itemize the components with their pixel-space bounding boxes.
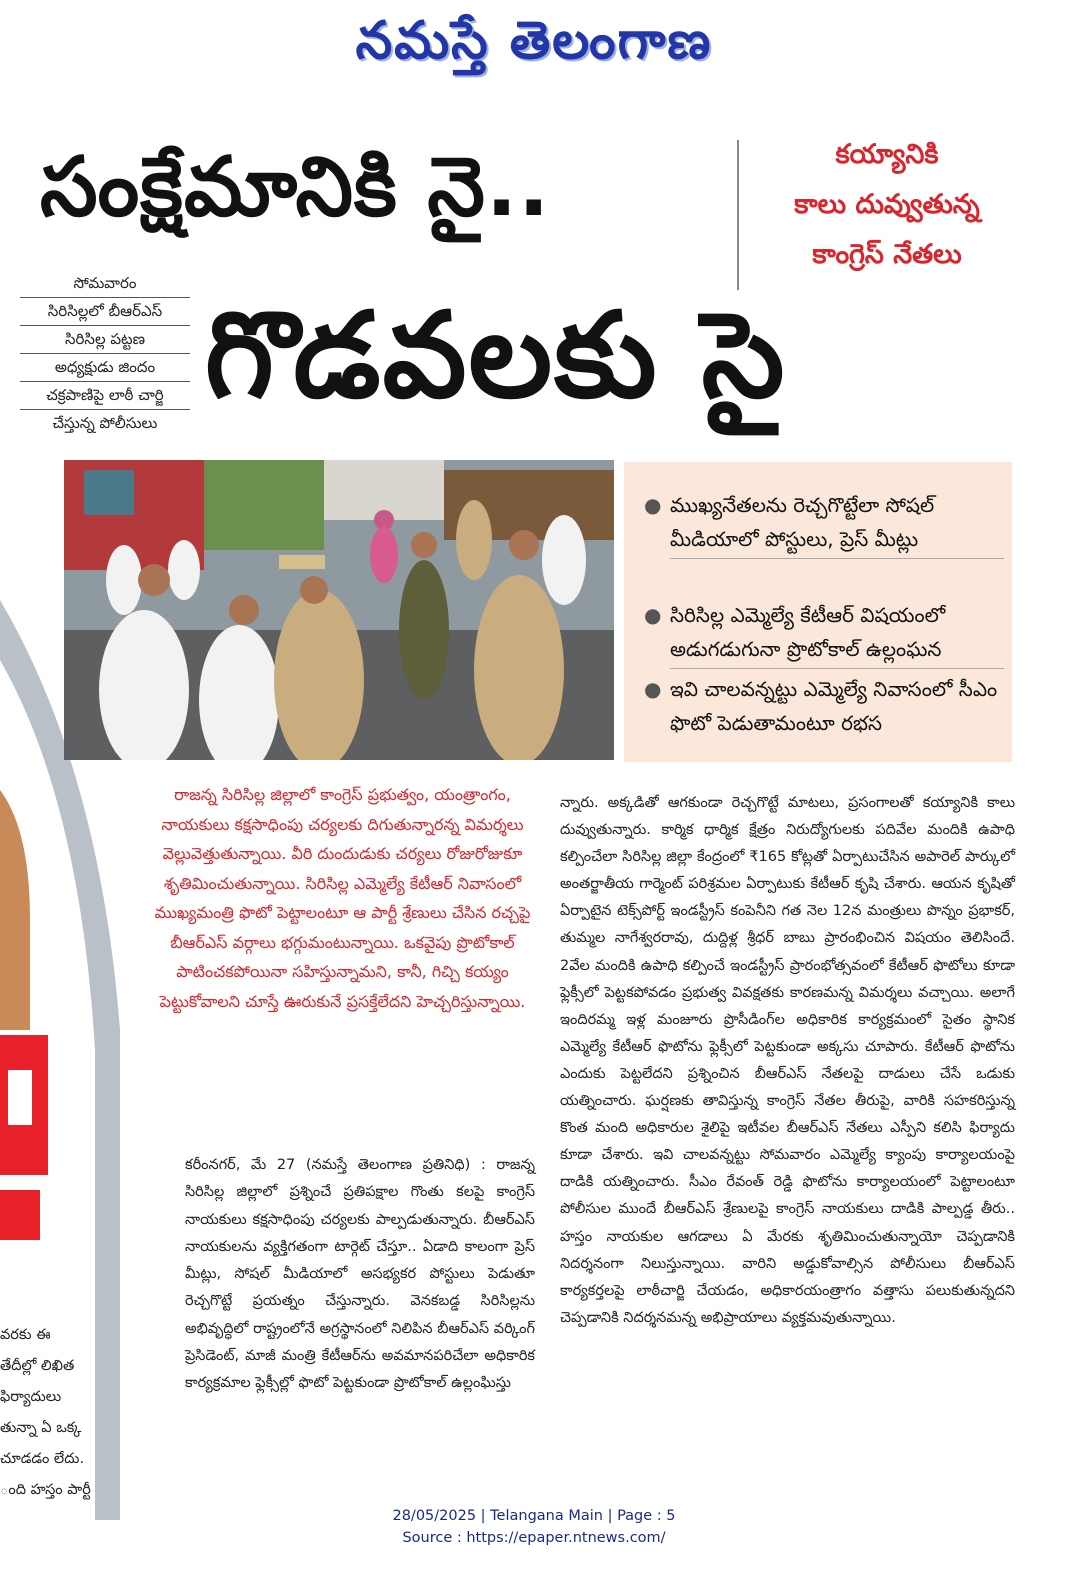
rail-line: వరకు ఈ <box>0 1327 51 1343</box>
rail-line: తున్నా ఏ ఒక్క <box>0 1420 82 1436</box>
headline-divider <box>737 140 739 290</box>
caption-line: సిరిసిల్ల పట్టణ <box>20 326 190 354</box>
page-footer <box>0 1505 1068 1549</box>
highlights-box <box>624 462 1012 762</box>
photo-caption <box>20 270 190 437</box>
side-headline-line: కాలు దువ్వుతున్న <box>794 189 980 220</box>
caption-line: సిరిసిల్లలో బీఆర్ఎస్ <box>20 298 190 326</box>
rail-line: తేదీల్లో లిఖిత <box>0 1358 75 1374</box>
caption-line: సోమవారం <box>20 270 190 298</box>
rail-line: ఫిర్యాదులు <box>0 1389 62 1405</box>
highlight-text: ఇవి చాలవన్నట్టు ఎమ్మెల్యే నివాసంలో సీఎం ఫొటో పెడుతామంటూ రభస <box>670 677 998 735</box>
rail-line: ంది హస్తం పార్టీ <box>0 1482 91 1498</box>
side-headline-line: కాంగ్రెస్ నేతలు <box>812 239 962 270</box>
intro-paragraph: రాజన్న సిరిసిల్ల జిల్లాలో కాంగ్రెస్ ప్రభుత్వం, యంత్రాంగం, నాయకులు కక్షసాధింపు చర్యలకు దిగుతున్నారన్న విమర్శలు వెల్లువెత్తుతున్నాయి. వీరి దుందుడుకు చర్యలు రోజురోజుకూ శృతిమించుతున్నాయి. సిరిసిల్ల ఎమ్మెల్యే కేటీఆర్ నివాసంలో ముఖ్యమంత్రి ఫొటో పెట్టాలంటూ ఆ పార్టీ శ్రేణులు చేసిన రచ్చపై బీఆర్ఎస్ వర్గాలు భగ్గుమంటున్నాయి. ఒకవైపు ప్రొటోకాల్ పాటించకపోయినా సహిస్తున్నామని, కానీ, గిచ్చి కయ్యం పెట్టుకోవాలని చూస్తే ఊరుకునే ప్రసక్తేలేదని హెచ్చరిస్తున్నాయి. <box>154 785 531 1011</box>
highlight-text: ముఖ్యనేతలను రెచ్చగొట్టేలా సోషల్ మీడియాలో పోస్టులు, ప్రెస్ మీట్లు <box>670 488 1004 559</box>
side-headline-line: కయ్యానికి <box>835 139 939 170</box>
highlight-item <box>644 598 1004 669</box>
highlight-item <box>644 672 1004 742</box>
source-line: Source : https://epaper.ntnews.com/ <box>402 1530 666 1546</box>
news-photo <box>64 460 614 760</box>
bullet-icon: ● <box>644 603 662 627</box>
body-column-1: కరీంనగర్, మే 27 (నమస్తే తెలంగాణ ప్రతినిధి) : రాజన్న సిరిసిల్ల జిల్లాలో ప్రశ్నించే ప్రతిపక్షాల గొంతు కలపై కాంగ్రెస్ నాయకులు కక్షసాధింపు చర్యలకు పాల్పడుతున్నారు. బీఆర్ఎస్ నాయకులను వ్యక్తిగతంగా టార్గెట్ చేస్తూ.. ఏడాది కాలంగా ప్రెస్ మీట్లు, సోషల్ మీడియాలో అసభ్యకర పోస్టులు పెడుతూ రెచ్చగొట్టే ప్రయత్నం చేస్తున్నారు. వెనకబడ్డ సిరిసిల్లను అభివృద్ధిలో రాష్ట్రంలోనే అగ్రస్థానంలో నిలిపిన బీఆర్ఎస్ వర్కింగ్ ప్రెసిడెంట్, మాజీ మంత్రి కేటీఆర్‌ను అవమానపరిచేలా అధికారిక కార్యక్రమాల ఫ్లెక్సీల్లో ఫొటో పెట్టకుండా ప్రొటోకాల్ ఉల్లంఘిస్తు <box>185 1157 535 1392</box>
masthead-title: నమస్తే తెలంగాణ <box>355 10 713 71</box>
edition-line: 28/05/2025 | Telangana Main | Page : 5 <box>392 1508 676 1524</box>
bullet-icon: ● <box>644 493 662 517</box>
highlight-text: సిరిసిల్ల ఎమ్మెల్యే కేటీఆర్ విషయంలో అడుగడుగునా ప్రొటోకాల్ ఉల్లంఘన <box>670 598 1004 669</box>
highlight-item <box>644 488 1004 559</box>
rail-line: చూడడం లేదు. <box>0 1451 85 1467</box>
caption-line: చక్రపాణిపై లాఠీ చార్జి <box>20 382 190 410</box>
side-headline <box>752 130 1022 280</box>
body-column-2: న్నారు. అక్కడితో ఆగకుండా రెచ్చగొట్టే మాటలు, ప్రసంగాలతో కయ్యానికి కాలు దువ్వుతున్నారు. కార్మిక ధార్మిక క్షేత్రం నిరుద్యోగులకు పదివేల మందికి ఉపాధి కల్పించేలా సిరిసిల్ల జిల్లా కేంద్రంలో ₹165 కోట్లతో ఏర్పాటుచేసిన అపారెల్ పార్కులో అంతర్జాతీయ గార్మెంట్ పరిశ్రమల ఏర్పాటుకు కేటీఆర్ కృషి చేశారు. ఆయన కృషితో ఏర్పాటైన టెక్స్‌పోర్ట్ ఇండస్ట్రీస్ కంపెనీని గత నెల 12న మంత్రులు పొన్నం ప్రభాకర్, తుమ్మల నాగేశ్వరరావు, దుద్దిళ్ల శ్రీధర్ బాబు ప్రారంభించిన విషయం తెలిసిందే. 2వేల మందికి ఉపాధి కల్పించే ఇండస్ట్రీస్ ప్రారంభోత్సవంలో కేటీఆర్ ఫొటోలు కూడా ఫ్లెక్సీలో పెట్టకపోవడం ప్రభుత్వ వివక్షతకు కారణమన్న విమర్శలు వచ్చాయి. అలాగే ఇందిరమ్మ ఇళ్ల మంజూరు ప్రొసీడింగ్‌ల అధికారిక కార్యక్రమంలో సైతం స్థానిక ఎమ్మెల్యే కేటీఆర్ ఫొటోను ఫ్లెక్సీలో పెట్టకుండా అక్కసు చూపారు. కేటీఆర్ ఫొటోను ఎందుకు పెట్టలేదని ప్రశ్నించిన బీఆర్ఎస్ నేతలపై దాడులు చేసే ఒడుకు యత్నించారు. ఘర్షణకు తావిస్తున్న కాంగ్రెస్ నేతల తీరుపై, వారికి సహకరిస్తున్న కొంత మంది అధికారుల శైలిపై ఇటీవల బీఆర్ఎస్ నేతలు ఎస్పీని కలిసి ఫిర్యాదు కూడా చేశారు. ఇవి చాలవన్నట్టు సోమవారం ఎమ్మెల్యే క్యాంపు కార్యాలయంపై దాడికి యత్నించారు. సీఎం రేవంత్ రెడ్డి ఫొటోను కార్యాలయంలో పెట్టాలంటూ పోలీసుల ముందే బీఆర్ఎస్ శ్రేణులపై కాంగ్రెస్ నాయకులు దాడికి పాల్పడ్డ తీరు.. హస్తం నాయకుల ఆగడాలు ఏ మేరకు శృతిమించుతున్నాయో చెప్పడానికి నిదర్శనంగా నిలుస్తున్నాయి. వారిని అడ్డుకోవాల్సిన పోలీసులు బీఆర్ఎస్ కార్యకర్తలపై లాఠీచార్జి చేయడం, అధికారయంత్రాగం వత్తాసు పలుకుతున్నదని చెప్పడానికి నిదర్శనమన్న అభిప్రాయాలు వ్యక్తమవుతున్నాయి. <box>560 795 1015 1326</box>
headline-line2: గొడవలకు సై <box>205 286 787 424</box>
headline-line1: సంక్షేమానికి నై.. <box>40 140 551 235</box>
caption-line: అధ్యక్షుడు జిందం <box>20 354 190 382</box>
masthead <box>0 0 1068 90</box>
bullet-icon: ● <box>644 677 662 701</box>
left-rail-fragment <box>0 1320 125 1506</box>
caption-line: చేస్తున్న పోలీసులు <box>52 414 158 432</box>
